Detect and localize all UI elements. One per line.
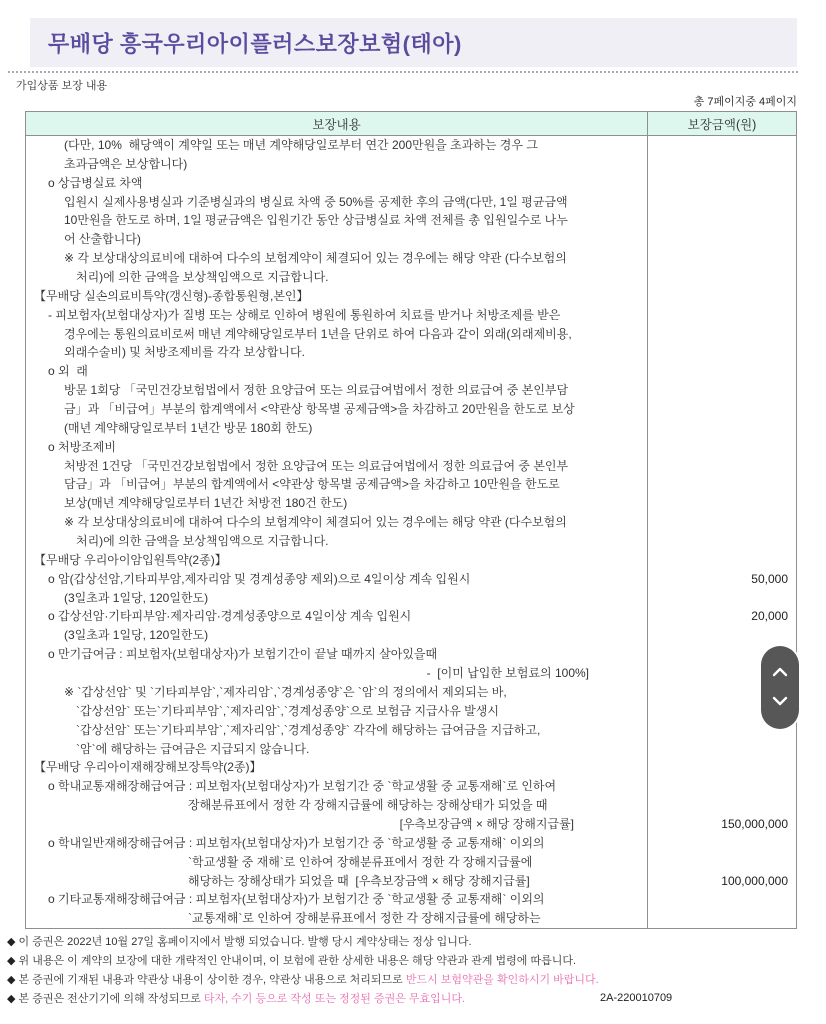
coverage-text: `학교생활 중 재해`로 인하여 장해분류표에서 정한 각 장해지급률에 (26, 853, 648, 872)
table-row (26, 626, 796, 645)
table-row (26, 174, 796, 193)
coverage-amount (648, 362, 796, 381)
coverage-text: 경우에는 통원의료비로써 매년 계약해당일로부터 1년을 단위로 하여 다음과 같이 외래(외래제비용, (26, 325, 648, 344)
coverage-text: 장해분류표에서 정한 각 장해지급률에 해당하는 장해상태가 되었을 때 (26, 796, 648, 815)
coverage-amount (648, 155, 796, 174)
table-row (26, 758, 796, 777)
coverage-text: 방문 1회당 「국민건강보험법에서 정한 요양급여 또는 의료급여법에서 정한 의료급여 중 본인부담 (26, 381, 648, 400)
coverage-amount: 100,000,000 (721, 873, 788, 888)
table-row (26, 777, 796, 796)
coverage-amount (648, 400, 796, 419)
coverage-amount (648, 174, 796, 193)
table-row (26, 155, 796, 174)
table-row (26, 645, 796, 664)
table-row (26, 494, 796, 513)
title-band (30, 18, 797, 67)
footer-note-text: 이 증권은 2022년 10월 27일 홈페이지에서 발행 되었습니다. 발행 당시 계약상태는 정상 입니다. (18, 936, 472, 948)
table-row (26, 570, 796, 589)
coverage-amount: 50,000 (751, 571, 788, 586)
table-row (26, 325, 796, 344)
table-row (26, 457, 796, 476)
footer-note (7, 933, 797, 952)
scroll-up-button[interactable] (769, 665, 791, 681)
diamond-bullet-icon: ◆ (7, 955, 19, 967)
coverage-text: `교통재해`로 인하여 장해분류표에서 정한 각 장해지급률에 해당하는 (26, 909, 648, 928)
table-row (26, 306, 796, 325)
coverage-text: o 갑상선암·기타피부암·제자리암·경계성종양으로 4일이상 계속 입원시 (26, 607, 648, 626)
table-row (26, 607, 796, 626)
table-row (26, 268, 796, 287)
coverage-amount (648, 890, 796, 909)
footer-notes (7, 933, 797, 1009)
coverage-text: `암`에 해당하는 급여금은 지급되지 않습니다. (26, 740, 648, 759)
chevron-up-icon (771, 666, 789, 681)
coverage-amount (648, 287, 796, 306)
footer-note-warning: 반드시 보험약관을 확인하시기 바랍니다. (405, 974, 599, 986)
coverage-amount (648, 758, 796, 777)
coverage-amount (648, 343, 796, 362)
table-row (26, 287, 796, 306)
coverage-text: 입원시 실제사용병실과 기준병실과의 병실료 차액 중 50%를 공제한 후의 금액(다만, 1일 평균금액 (26, 193, 648, 212)
column-header-coverage-content: 보장내용 (26, 112, 648, 135)
table-row (26, 343, 796, 362)
table-row (26, 230, 796, 249)
coverage-text: 보상(매년 계약해당일로부터 1년간 처방전 180건 한도) (26, 494, 648, 513)
table-row (26, 438, 796, 457)
coverage-amount (648, 740, 796, 759)
table-row (26, 834, 796, 853)
coverage-amount (648, 230, 796, 249)
coverage-text: o 외 래 (26, 362, 648, 381)
table-row (26, 513, 796, 532)
coverage-amount (648, 438, 796, 457)
coverage-text: 외래수술비) 및 처방조제비를 각각 보상합니다. (26, 343, 648, 362)
coverage-text: o 기타교통재해장해급여금 : 피보험자(보험대상자)가 보험기간 중 `학교생활 중 교통재해` 이외의 (26, 890, 648, 909)
footer-note (7, 990, 797, 1009)
diamond-bullet-icon: ◆ (7, 993, 19, 1005)
coverage-text: - 피보험자(보험대상자)가 질병 또는 상해로 인하여 병원에 통원하여 치료를 받거나 처방조제를 받은 (26, 306, 648, 325)
coverage-table (25, 111, 797, 929)
coverage-text: o 만기급여금 : 피보험자(보험대상자)가 보험기간이 끝날 때까지 살아있을때 (26, 645, 648, 664)
coverage-amount (648, 909, 796, 928)
coverage-text: ※ 각 보상대상의료비에 대하여 다수의 보험계약이 체결되어 있는 경우에는 해당 약관 (다수보험의 (26, 513, 648, 532)
coverage-amount (648, 796, 796, 815)
coverage-text: 【무배당 우리아이재해장해보장특약(2종)】 (26, 758, 648, 777)
coverage-amount: 20,000 (751, 609, 788, 624)
table-row (26, 796, 796, 815)
coverage-text: 담금」과 「비급여」부분의 합계액에서 <약관상 항목별 공제금액>을 차감하고 10만원을 한도로 (26, 475, 648, 494)
table-row (26, 249, 796, 268)
table-row (26, 475, 796, 494)
table-row (26, 362, 796, 381)
coverage-amount (648, 513, 796, 532)
coverage-amount (648, 853, 796, 872)
coverage-amount (648, 475, 796, 494)
coverage-text: 처리)에 의한 금액을 보상책임액으로 지급합니다. (26, 268, 648, 287)
coverage-text: [우측보장금액 × 해당 장해지급률] (26, 815, 648, 834)
coverage-amount (648, 419, 796, 438)
coverage-text: ※ `갑상선암` 및 `기타피부암`,`제자리암`,`경계성종양`은 `암`의 정의에서 제외되는 바, (26, 683, 648, 702)
table-row (26, 702, 796, 721)
coverage-text: 초과금액은 보상합니다) (26, 155, 648, 174)
section-label: 가입상품 보장 내용 (16, 80, 108, 92)
coverage-text: (3일초과 1일당, 120일한도) (26, 626, 648, 645)
scroll-down-button[interactable] (769, 694, 791, 710)
coverage-text: 금」과 「비급여」부분의 합계액에서 <약관상 항목별 공제금액>을 차감하고 20만원을 한도로 보상 (26, 400, 648, 419)
chevron-down-icon (771, 695, 789, 710)
coverage-text: 처방전 1건당 「국민건강보험법에서 정한 요양급여 또는 의료급여법에서 정한 의료급여 중 본인부 (26, 457, 648, 476)
coverage-text: 【무배당 우리아이암입원특약(2종)】 (26, 551, 648, 570)
coverage-amount: 150,000,000 (721, 816, 788, 831)
diamond-bullet-icon: ◆ (7, 936, 19, 948)
table-header-row (26, 112, 796, 136)
coverage-text: (매년 계약해당일로부터 1년간 방문 180회 한도) (26, 419, 648, 438)
coverage-text: `갑상선암` 또는`기타피부암`,`제자리암`,`경계성종양`으로 보험금 지급사유 발생시 (26, 702, 648, 721)
table-row (26, 664, 796, 683)
footer-note (7, 952, 797, 971)
table-row (26, 532, 796, 551)
coverage-amount (648, 589, 796, 608)
dotted-divider (8, 71, 798, 73)
coverage-text: ※ 각 보상대상의료비에 대하여 다수의 보험계약이 체결되어 있는 경우에는 해당 약관 (다수보험의 (26, 249, 648, 268)
table-row (26, 551, 796, 570)
coverage-amount (648, 626, 796, 645)
coverage-amount (648, 532, 796, 551)
coverage-text: 어 산출합니다) (26, 230, 648, 249)
coverage-amount (648, 306, 796, 325)
coverage-text: 처리)에 의한 금액을 보상책임액으로 지급합니다. (26, 532, 648, 551)
coverage-amount (648, 325, 796, 344)
coverage-amount (648, 381, 796, 400)
coverage-amount (648, 249, 796, 268)
footer-note-text: 본 증권에 기재된 내용과 약관상 내용이 상이한 경우, 약관상 내용으로 처리되므로 (18, 974, 406, 986)
coverage-text: o 학내일반재해장해급여금 : 피보험자(보험대상자)가 보험기간 중 `학교생활 중 교통재해` 이외의 (26, 834, 648, 853)
table-row (26, 589, 796, 608)
document-code: 2A-220010709 (600, 992, 673, 1004)
table-row (26, 740, 796, 759)
table-body (26, 136, 796, 928)
column-header-coverage-amount: 보장금액(원) (687, 117, 757, 132)
page-title: 무배당 흥국우리아이플러스보장보험(태아) (48, 31, 462, 56)
table-row (26, 400, 796, 419)
footer-note (7, 971, 797, 990)
coverage-amount (648, 211, 796, 230)
table-row (26, 211, 796, 230)
table-row (26, 909, 796, 928)
footer-note-text: 위 내용은 이 계약의 보장에 대한 개략적인 안내이며, 이 보험에 관한 상세한 내용은 해당 약관과 관계 법령에 따릅니다. (18, 955, 577, 967)
table-row (26, 683, 796, 702)
coverage-text: o 상급병실료 차액 (26, 174, 648, 193)
footer-note-warning: 타자, 수기 등으로 작성 또는 정정된 증권은 무효입니다. (203, 993, 466, 1005)
coverage-text: o 학내교통재해장해급여금 : 피보험자(보험대상자)가 보험기간 중 `학교생활 중 교통재해`로 인하여 (26, 777, 648, 796)
coverage-amount (648, 136, 796, 155)
table-row (26, 419, 796, 438)
coverage-amount (648, 193, 796, 212)
table-row (26, 381, 796, 400)
table-row (26, 193, 796, 212)
coverage-amount (648, 777, 796, 796)
table-row (26, 136, 796, 155)
diamond-bullet-icon: ◆ (7, 974, 19, 986)
coverage-text: 【무배당 실손의료비특약(갱신형)-종합통원형,본인】 (26, 287, 648, 306)
table-row (26, 872, 796, 891)
table-row (26, 853, 796, 872)
coverage-amount (648, 494, 796, 513)
coverage-text: - [이미 납입한 보험료의 100%] (26, 664, 648, 683)
coverage-text: `갑상선암` 또는`기타피부암`,`제자리암`,`경계성종양` 각각에 해당하는 급여금을 지급하고, (26, 721, 648, 740)
coverage-text: (3일초과 1일당, 120일한도) (26, 589, 648, 608)
coverage-text: o 처방조제비 (26, 438, 648, 457)
coverage-text: 해당하는 장해상태가 되었을 때 [우측보장금액 × 해당 장해지급률] (26, 872, 648, 891)
coverage-amount (648, 268, 796, 287)
coverage-amount (648, 551, 796, 570)
table-row (26, 890, 796, 909)
scroll-pill (761, 646, 799, 729)
coverage-amount (648, 834, 796, 853)
coverage-amount (648, 457, 796, 476)
table-row (26, 721, 796, 740)
coverage-text: o 암(갑상선암,기타피부암,제자리암 및 경계성종양 제외)으로 4일이상 계속 입원시 (26, 570, 648, 589)
coverage-text: 10만원을 한도로 하며, 1일 평균금액은 입원기간 동안 상급병실료 차액 전체를 총 입원일수로 나누 (26, 211, 648, 230)
table-row (26, 815, 796, 834)
page-indicator: 총 7페이지중 4페이지 (693, 96, 797, 108)
footer-note-text: 본 증권은 전산기기에 의해 작성되므로 (18, 993, 204, 1005)
coverage-text: (다만, 10% 해당액이 계약일 또는 매년 계약해당일로부터 연간 200만원을 초과하는 경우 그 (26, 136, 648, 155)
